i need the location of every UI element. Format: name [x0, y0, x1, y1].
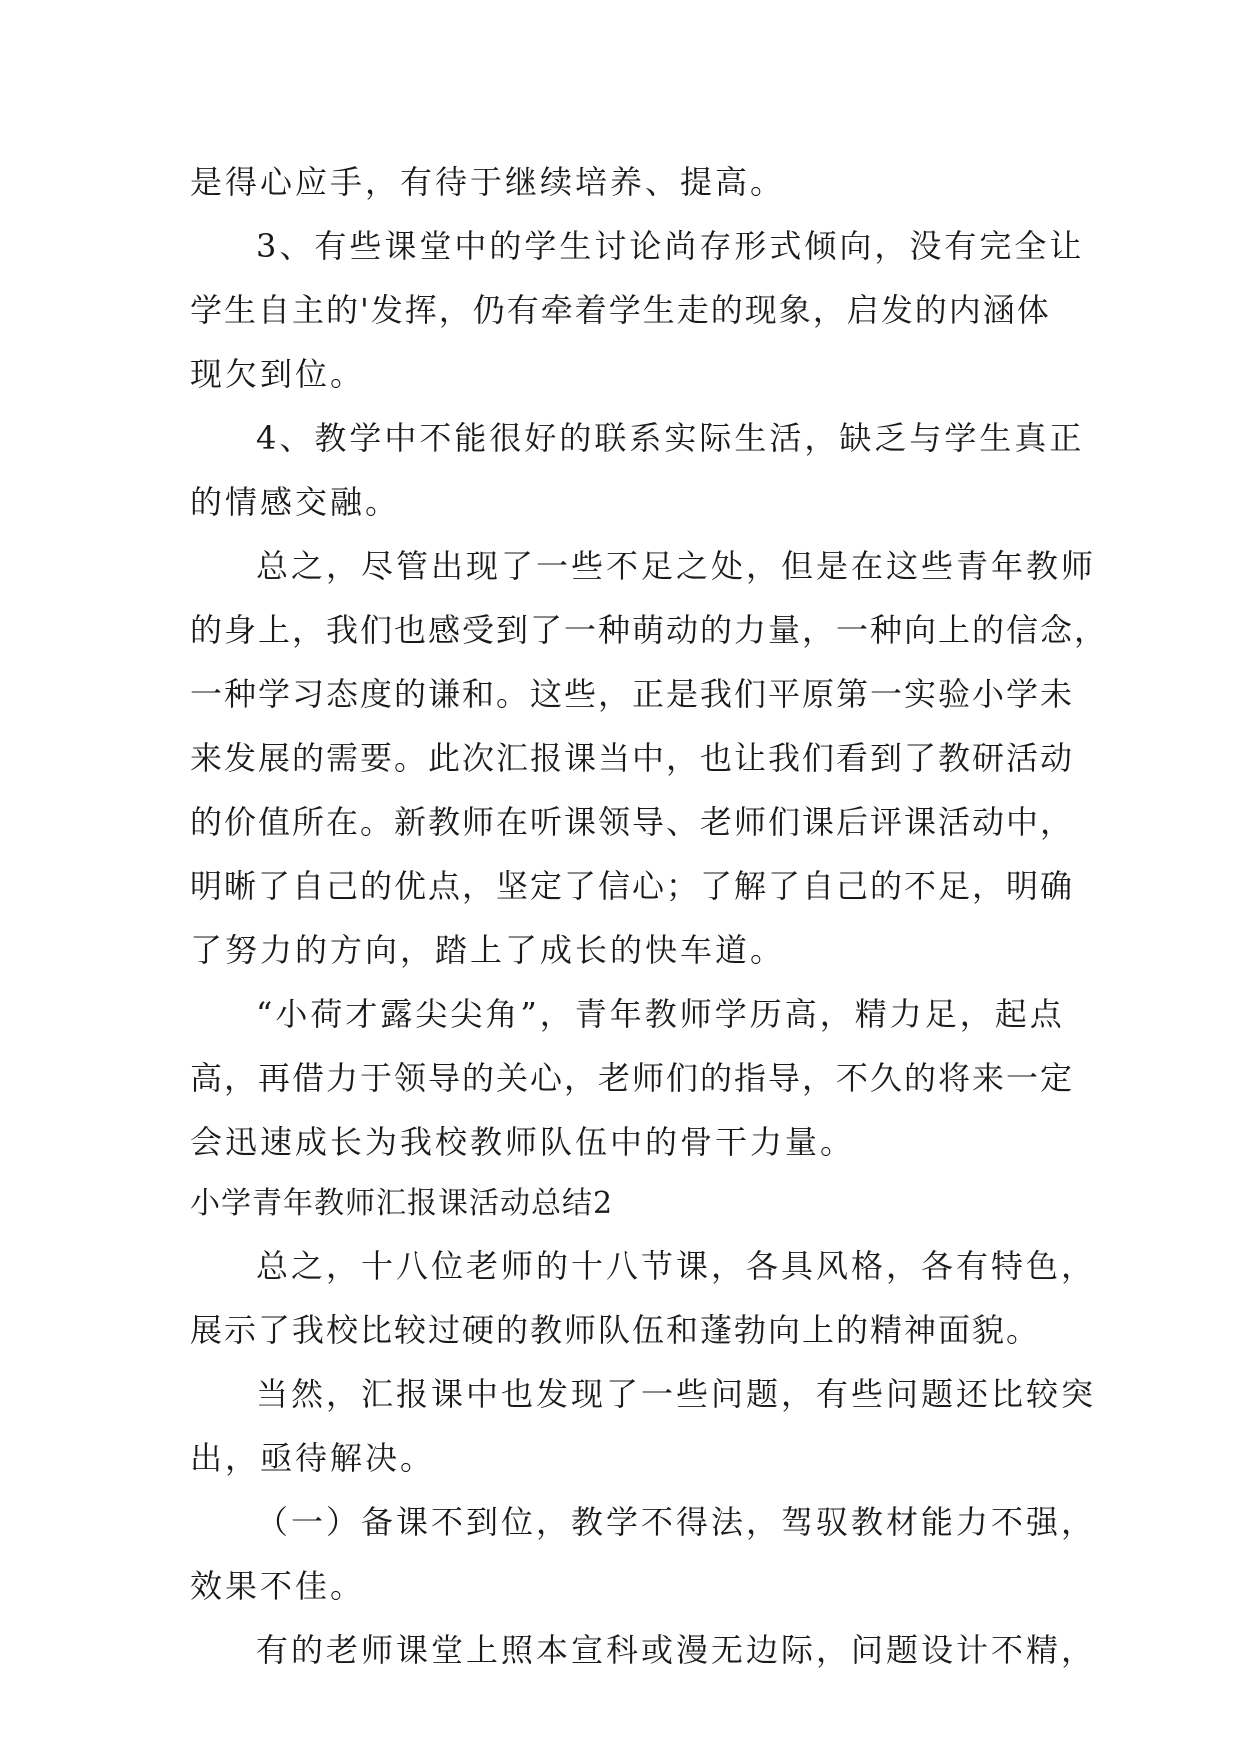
text-line: 效果不佳。 [190, 1567, 366, 1605]
text-line: 的情感交融。 [190, 483, 401, 521]
text-line: 了努力的方向，踏上了成长的快车道。 [190, 931, 786, 969]
text-line: 会迅速成长为我校教师队伍中的骨干力量。 [190, 1123, 856, 1161]
text-line: 来发展的需要。此次汇报课当中，也让我们看到了教研活动 [190, 739, 1075, 777]
text-line: 的价值所在。新教师在听课领导、老师们课后评课活动中， [190, 803, 1075, 841]
text-line: 当然，汇报课中也发现了一些问题，有些问题还比较突 [256, 1375, 1097, 1413]
text-line: 3、有些课堂中的学生讨论尚存形式倾向，没有完全让 [256, 227, 1085, 265]
text-line: 是得心应手，有待于继续培养、提高。 [190, 163, 786, 201]
text-line: 高，再借力于领导的关心，老师们的指导，不久的将来一定 [190, 1059, 1075, 1097]
section-heading: 小学青年教师汇报课活动总结2 [190, 1186, 614, 1221]
text-line: 有的老师课堂上照本宣科或漫无边际，问题设计不精， [256, 1631, 1097, 1669]
text-line: 学生自主的'发挥，仍有牵着学生走的现象，启发的内涵体 [190, 291, 1051, 329]
text-line: 出，亟待解决。 [190, 1439, 436, 1477]
text-line: 的身上，我们也感受到了一种萌动的力量，一种向上的信念， [190, 611, 1109, 649]
text-line: “小荷才露尖尖角”，青年教师学历高，精力足，起点 [256, 995, 1065, 1033]
text-line: 总之，尽管出现了一些不足之处，但是在这些青年教师 [256, 547, 1097, 585]
text-line: 总之，十八位老师的十八节课，各具风格，各有特色， [256, 1247, 1097, 1285]
text-line: 4、教学中不能很好的联系实际生活，缺乏与学生真正 [256, 419, 1085, 457]
text-line: 展示了我校比较过硬的教师队伍和蓬勃向上的精神面貌。 [190, 1311, 1041, 1349]
text-line: （一）备课不到位，教学不得法，驾驭教材能力不强， [256, 1503, 1097, 1541]
document-body [190, 150, 1109, 1682]
text-line: 现欠到位。 [190, 355, 366, 393]
text-line: 明晰了自己的优点，坚定了信心；了解了自己的不足，明确 [190, 867, 1075, 905]
text-line: 一种学习态度的谦和。这些，正是我们平原第一实验小学未 [190, 675, 1075, 713]
